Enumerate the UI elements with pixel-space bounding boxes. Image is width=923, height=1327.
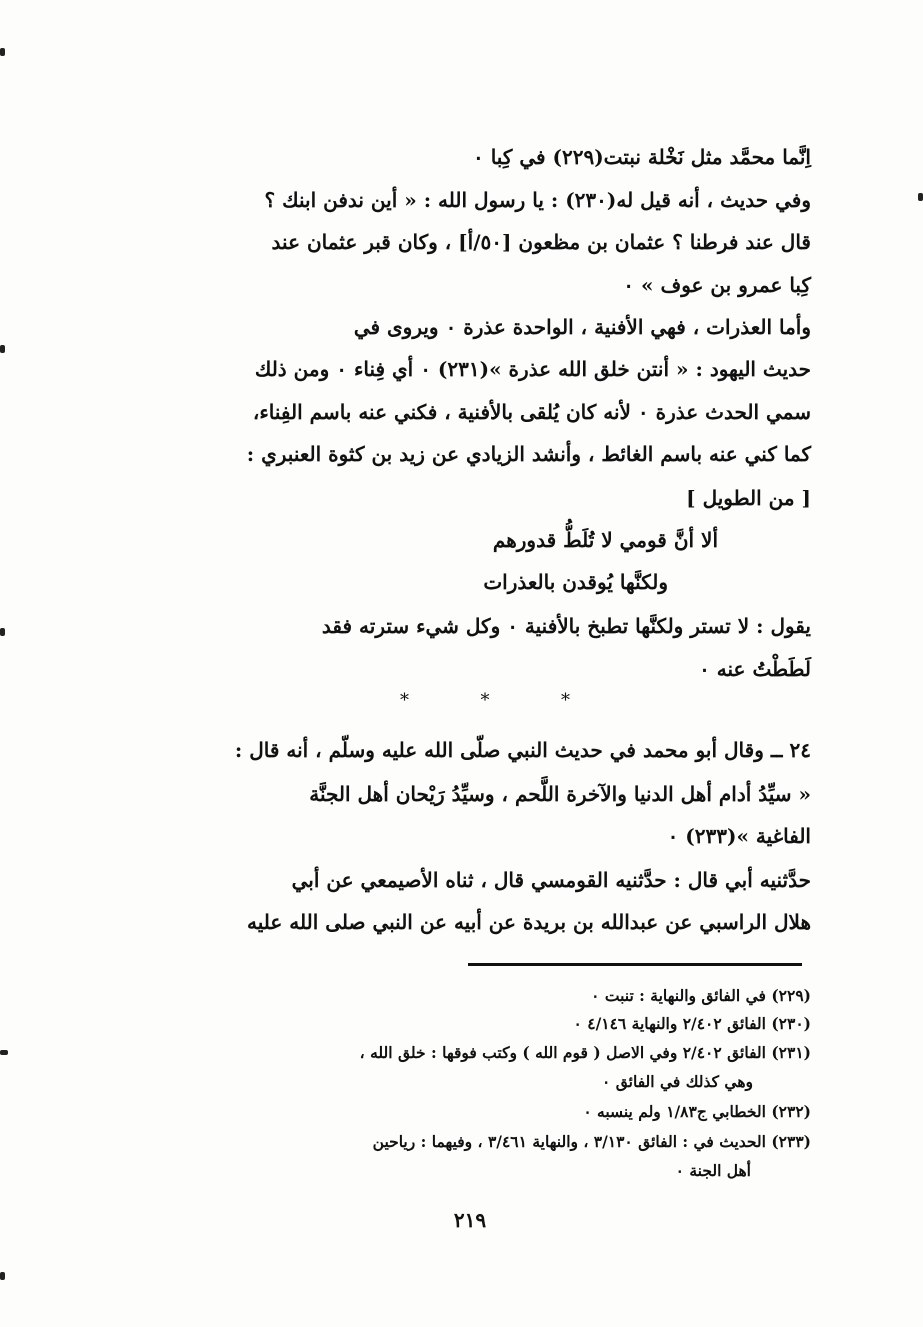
footnote-231: (٢٣١) الفائق ٢/٤٠٢ وفي الاصل ( قوم الله ) وكتب فوقها : خلق الله ، <box>359 1043 811 1062</box>
body-line-18: هلال الراسبي عن عبدالله بن بريدة عن أبيه عن النبي صلى الله عليه <box>247 910 811 934</box>
scan-mark <box>0 48 5 56</box>
body-line-8: كما كني عنه باسم الغائط ، وأنشد الزيادي عن زيد بن كثوة العنبري : <box>246 442 811 466</box>
body-line-4: كِبا عمرو بن عوف » ٠ <box>623 273 811 297</box>
body-line-16: الفاغية »(٢٣٣) ٠ <box>667 824 811 848</box>
body-line-7: سمي الحدث عذرة ٠ لأنه كان يُلقى بالأفنية ، فكني عنه باسم الفِناء، <box>252 400 811 424</box>
footnote-230: (٢٣٠) الفائق ٢/٤٠٢ والنهاية ٤/١٤٦ ٠ <box>573 1014 811 1033</box>
body-line-6: حديث اليهود : « أنتن خلق الله عذرة »(٢٣١) ٠ أي فِناء ٠ ومن ذلك <box>254 357 811 381</box>
divider-star: * <box>400 690 409 711</box>
verse-line-2: ولكنَّها يُوقدن بالعذرات <box>483 570 668 594</box>
meter-note: [ من الطويل ] <box>686 486 811 510</box>
footnote-233-cont: أهل الجنة ٠ <box>675 1161 751 1180</box>
body-line-17: حدَّثنيه أبي قال : حدَّثنيه القومسي قال ، ثناه الأصيمعي عن أبي <box>291 868 811 892</box>
body-line-2: وفي حديث ، أنه قيل له(٢٣٠) : يا رسول الله : « أين ندفن ابنك ؟ <box>264 188 811 212</box>
verse-line-1: ألا أنَّ قومي لا تُلَطُّ قدورهم <box>492 528 718 552</box>
body-line-15: « سيِّدُ أدام أهل الدنيا والآخرة اللَّحم ، وسيِّدُ رَيْحان أهل الجنَّة <box>309 782 811 806</box>
body-line-14: ٢٤ ــ وقال أبو محمد في حديث النبي صلّى الله عليه وسلّم ، أنه قال : <box>234 738 811 762</box>
scan-mark <box>0 1050 8 1055</box>
body-line-12: يقول : لا تستر ولكنَّها تطبخ بالأفنية ٠ وكل شيء سترته فقد <box>321 614 811 638</box>
scan-mark <box>918 193 923 201</box>
body-line-13: لَطَطْتُ عنه ٠ <box>699 657 811 681</box>
footnote-229: (٢٢٩) في الفائق والنهاية : تنبت ٠ <box>591 986 811 1005</box>
footnote-233: (٢٣٣) الحديث في : الفائق ٣/١٣٠ ، والنهاية ٣/٤٦١ ، وفيهما : رياحين <box>372 1132 811 1151</box>
footnote-232: (٢٣٢) الخطابي ج١/٨٣ ولم ينسبه ٠ <box>583 1102 811 1121</box>
footnote-separator <box>468 963 802 966</box>
body-line-3: قال عند فرطنا ؟ عثمان بن مظعون [٥٠/أ] ، وكان قبر عثمان عند <box>271 230 811 254</box>
section-divider <box>400 690 570 711</box>
body-line-5: وأما العذرات ، فهي الأفنية ، الواحدة عذرة ٠ ويروى في <box>353 315 811 339</box>
footnote-231-cont: وهي كذلك في الفائق ٠ <box>602 1072 753 1091</box>
body-line-1: اِنَّما محمَّد مثل نَخْلة نبتت(٢٢٩) في كِبا ٠ <box>473 145 811 169</box>
scan-mark <box>0 1272 5 1280</box>
page-number: ٢١٩ <box>453 1208 487 1232</box>
scan-mark <box>0 628 5 636</box>
divider-star: * <box>561 690 570 711</box>
scan-mark <box>0 345 5 353</box>
divider-star: * <box>480 690 490 711</box>
